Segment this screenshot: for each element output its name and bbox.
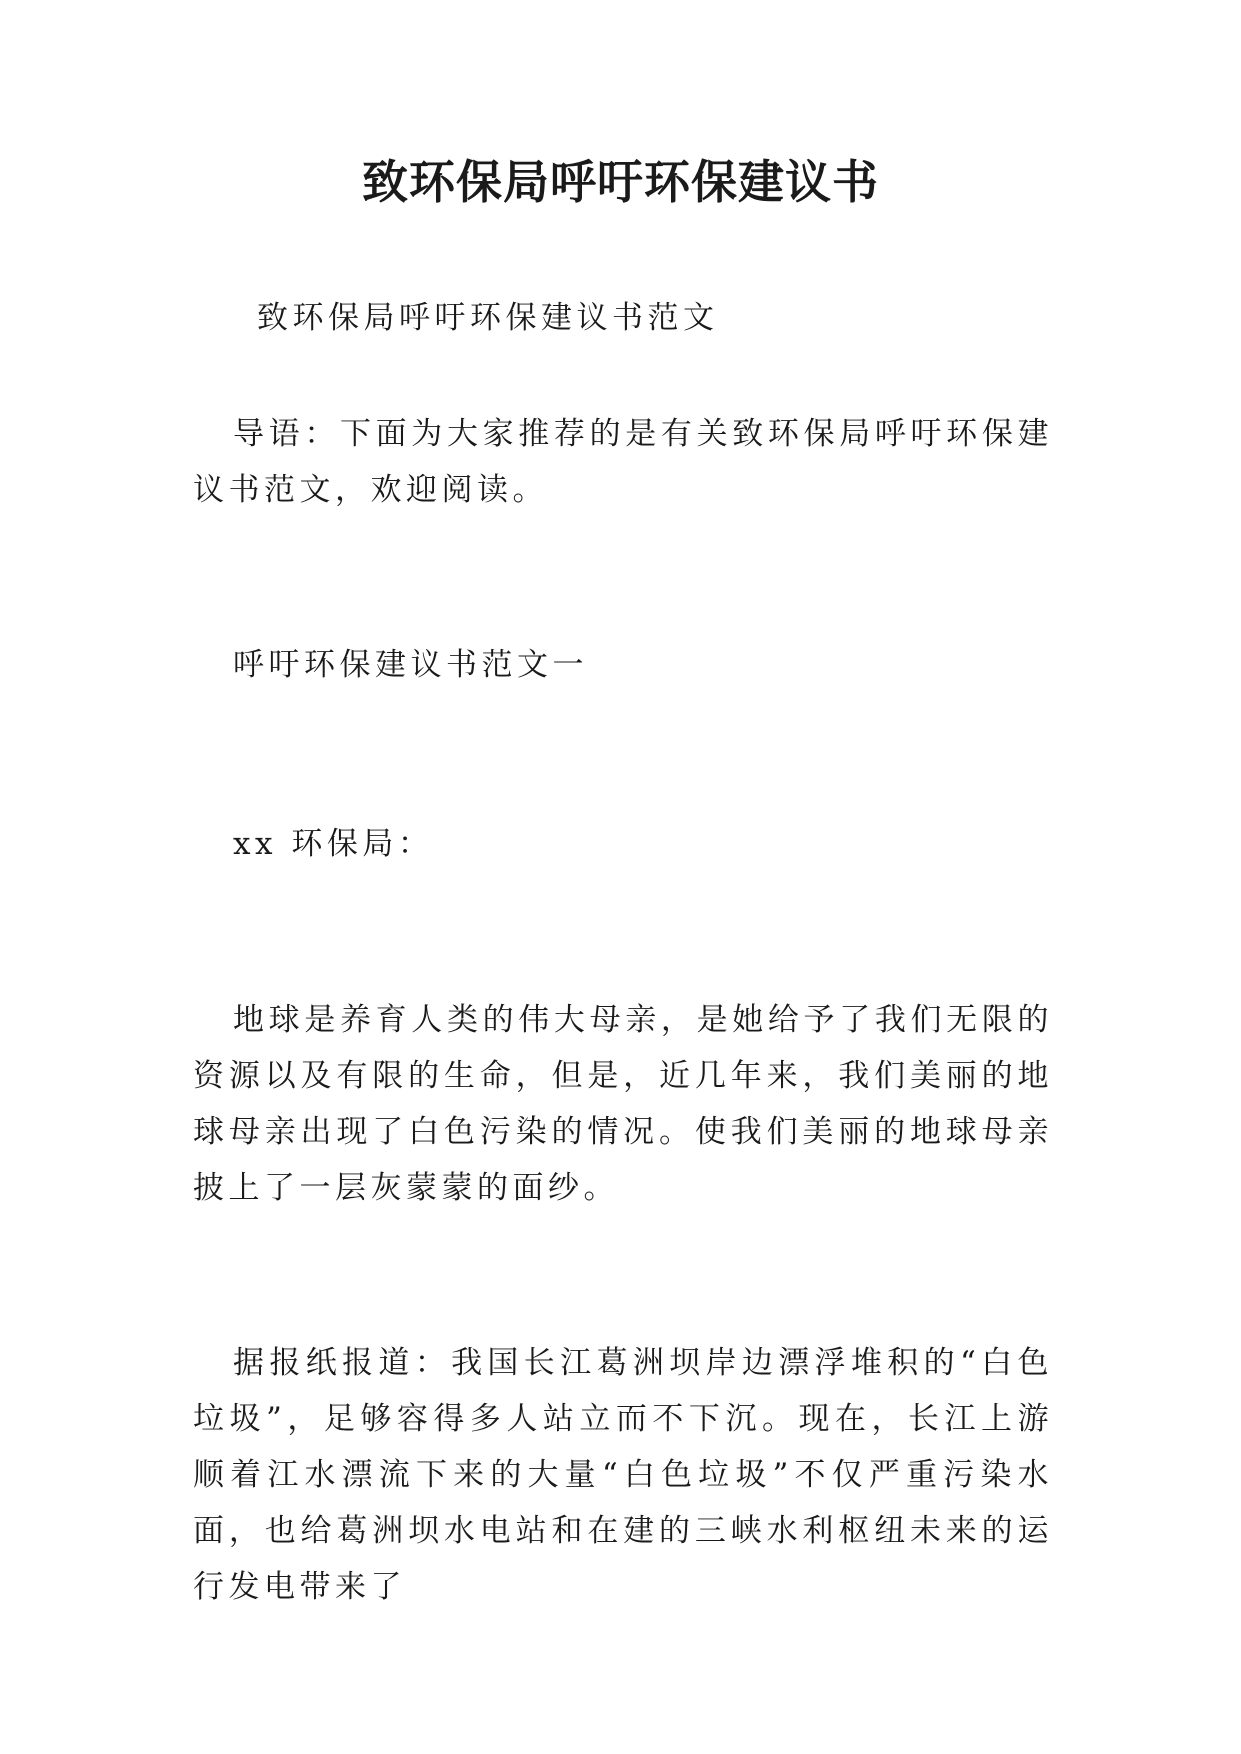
document-title: 致环保局呼吁环保建议书 xyxy=(362,155,879,209)
letter-greeting: xx 环保局： xyxy=(233,826,434,862)
document-subtitle: 致环保局呼吁环保建议书范文 xyxy=(257,300,719,336)
body-paragraph: 地球是养育人类的伟大母亲，是她给予了我们无限的资源以及有限的生命，但是，近几年来，我们美丽的地球母亲出现了白色污染的情况。使我们美丽的地球母亲披上了一层灰蒙蒙的面纱。 xyxy=(193,1002,1053,1206)
intro-paragraph: 导语：下面为大家推荐的是有关致环保局呼吁环保建议书范文，欢迎阅读。 xyxy=(193,416,1053,508)
body-paragraph: 据报纸报道：我国长江葛洲坝岸边漂浮堆积的“白色垃圾”，足够容得多人站立而不下沉。现在，长江上游顺着江水漂流下来的大量“白色垃圾”不仅严重污染水面，也给葛洲坝水电站和在建的三峡水利枢纽未来的运行发电带来了 xyxy=(193,1345,1053,1605)
section-heading: 呼吁环保建议书范文一 xyxy=(233,647,588,683)
